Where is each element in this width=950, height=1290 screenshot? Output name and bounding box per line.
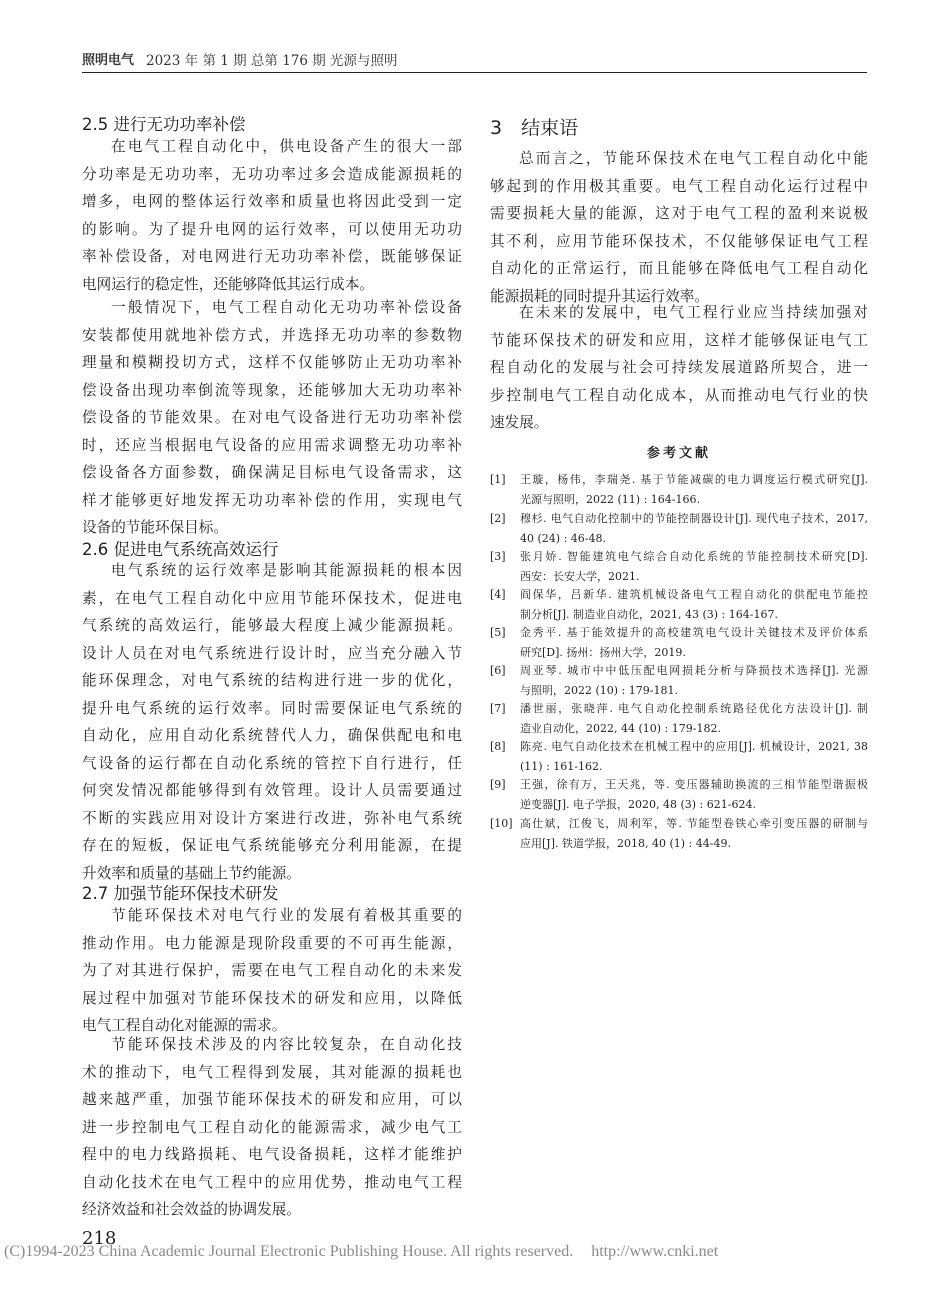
conclusion-paragraph-2 [490, 299, 868, 437]
text-line: 其不利，应用节能环保技术，不仅能够保证电气工程 [490, 232, 868, 250]
reference-number: [3] [490, 550, 506, 563]
section-2-6-paragraph-1 [82, 557, 462, 887]
reference-line: 研究[D]. 扬州：扬州大学，2019. [520, 645, 686, 659]
text-line: 能环保理念，对电气系统的结构进行进一步的优化， [82, 672, 462, 689]
reference-line: 阎保华，吕新华. 建筑机械设备电气工程自动化的供配电节能控 [520, 588, 868, 601]
text-line: 总而言之，节能环保技术在电气工程自动化中能 [519, 150, 868, 167]
text-line: 安装都使用就地补偿方式，并选择无功功率的参数物 [82, 326, 462, 344]
text-line: 的影响。为了提升电网的运行效率，可以使用无功功 [82, 220, 462, 238]
text-line: 提升电气系统的运行效率。同时需要保证电气系统的 [82, 699, 462, 717]
reference-number: [6] [490, 664, 506, 677]
text-line: 需要损耗大量的能源，这对于电气工程的盈利来说极 [490, 205, 868, 222]
section-2-7-heading: 2.7 加强节能环保技术研发 [82, 884, 279, 903]
text-line: 展过程中加强对节能环保技术的研发和应用，以降低 [82, 989, 462, 1007]
text-line: 术的推动下，电气工程得到发展，其对能源的损耗也 [82, 1063, 462, 1081]
text-line: 设备的节能环保目标。 [82, 519, 228, 536]
reference-text [520, 470, 868, 509]
reference-text [520, 699, 868, 738]
reference-text [520, 814, 868, 853]
reference-text [520, 661, 868, 700]
reference-number: [5] [490, 626, 506, 639]
section-2-7-paragraph-1 [82, 902, 462, 1040]
conclusion-paragraph-1 [490, 145, 868, 310]
reference-text [520, 509, 868, 548]
text-line: 偿设备各方面参数，确保满足目标电气设备需求，这 [82, 464, 462, 481]
text-line: 进一步控制电气工程自动化的能源需求，减少电气工 [82, 1118, 462, 1136]
section-2-5-paragraph-1 [82, 133, 462, 298]
text-line: 在电气工程自动化中，供电设备产生的很大一部 [111, 138, 462, 155]
text-line: 程自动化的发展与社会可持续发展道路所契合，进一 [490, 359, 868, 376]
section-2-7-paragraph-2 [82, 1031, 462, 1224]
text-line: 率补偿设备，对电网进行无功功率补偿，既能够保证 [82, 248, 462, 265]
reference-text [520, 547, 868, 586]
text-line: 推动作用。电力能源是现阶段重要的不可再生能源， [82, 934, 462, 952]
reference-number: [9] [490, 778, 506, 791]
text-line: 越来越严重，加强节能环保技术的研发和应用，可以 [82, 1091, 462, 1108]
reference-line: 潘世丽，张晓萍. 电气自动化控制系统路径优化方法设计[J]. 制 [520, 702, 868, 715]
reference-number: [8] [490, 740, 506, 753]
reference-line: 40 (24) : 46-48. [520, 531, 606, 545]
reference-line: 张月娇. 智能建筑电气综合自动化系统的节能控制技术研究[D]. [520, 550, 868, 563]
reference-line: 与照明，2022 (10) : 179-181. [520, 683, 678, 697]
reference-line: 王强，徐有万，王天兆，等. 变压器辅助换流的三相节能型谐振极 [520, 778, 868, 791]
text-line: 节能环保技术的研发和应用，这样才能够保证电气工 [490, 331, 868, 349]
text-line: 能源损耗的同时提升其运行效率。 [490, 287, 709, 305]
text-line: 理量和模糊投切方式，这样不仅能够防止无功功率补 [82, 354, 462, 371]
text-line: 程中的电力线路损耗、电气设备损耗，这样才能维护 [82, 1146, 462, 1163]
text-line: 分功率是无功功率，无功功率过多会造成能源损耗的 [82, 165, 462, 183]
text-line: 速发展。 [490, 414, 549, 431]
reference-text [520, 737, 868, 776]
text-line: 电气系统的运行效率是影响其能源损耗的根本因 [111, 562, 462, 579]
text-line: 自动化技术在电气工程中的应用优势，推动电气工程 [82, 1173, 462, 1191]
issue-info: 2023 年 第 1 期 总第 176 期 光源与照明 [146, 53, 398, 69]
reference-line: 王璇，杨伟，李瑞尧. 基于节能减碳的电力调度运行模式研究[J]. [520, 473, 868, 486]
reference-number: [7] [490, 702, 506, 715]
reference-line: 周亚琴. 城市中中低压配电网损耗分析与降损技术选择[J]. 光源 [520, 664, 868, 677]
references-title: 参考文献 [646, 446, 711, 461]
reference-line: 光源与照明，2022 (11) : 164-166. [520, 492, 700, 506]
reference-line: 西安：长安大学，2021. [520, 569, 640, 583]
journal-name: 照明电气 [82, 53, 135, 68]
reference-text [520, 585, 868, 624]
running-header [82, 46, 867, 70]
conclusion-heading: 3 结束语 [490, 117, 579, 139]
section-2-5-paragraph-2 [82, 294, 462, 542]
reference-line: 制分析[J]. 制造业自动化，2021, 43 (3) : 164-167. [520, 607, 778, 621]
header-rule [82, 72, 867, 73]
reference-number: [1] [490, 473, 506, 486]
text-line: 经济效益和社会效益的协调发展。 [82, 1201, 301, 1218]
text-line: 增多，电网的整体运行效率和质量也将因此受到一定 [82, 193, 462, 210]
text-line: 素，在电气工程自动化中应用节能环保技术，促进电 [82, 589, 462, 607]
text-line: 存在的短板，保证电气系统能够充分利用能源，在提 [82, 837, 462, 854]
text-line: 为了对其进行保护，需要在电气工程自动化的未来发 [82, 962, 462, 979]
text-line: 自动化的正常运行，而且能够在降低电气工程自动化 [490, 260, 868, 277]
reference-text [520, 775, 868, 814]
text-line: 节能环保技术对电气行业的发展有着极其重要的 [111, 907, 462, 924]
text-line: 偿设备的节能效果。在对电气设备进行无功功率补偿 [82, 409, 462, 426]
text-line: 设计人员在对电气系统进行设计时，应当充分融入节 [82, 644, 462, 662]
text-line: 升效率和质量的基础上节约能源。 [82, 864, 301, 882]
text-line: 气设备的运行都在自动化系统的管控下自行进行，任 [82, 754, 462, 772]
reference-line: 高仕斌，江俊飞，周利军，等. 节能型卷铁心牵引变压器的研制与 [520, 817, 868, 830]
reference-number: [2] [490, 512, 506, 525]
text-line: 步控制电气工程自动化成本，从而推动电气行业的快 [490, 386, 868, 404]
reference-line: 造业自动化，2022, 44 (10) : 179-182. [520, 721, 721, 735]
text-line: 节能环保技术涉及的内容比较复杂，在自动化技 [111, 1036, 462, 1053]
page-number: 218 [82, 1228, 117, 1249]
text-line: 电气工程自动化对能源的需求。 [82, 1017, 287, 1034]
reference-line: 穆杉. 电气自动化控制中的节能控制器设计[J]. 现代电子技术，2017, [520, 512, 868, 525]
text-line: 时，还应当根据电气设备的应用需求调整无功功率补 [82, 436, 462, 454]
text-line: 够起到的作用极其重要。电气工程自动化运行过程中 [490, 177, 868, 195]
text-line: 样才能够更好地发挥无功功率补偿的作用，实现电气 [82, 491, 462, 509]
reference-number: [4] [490, 588, 506, 601]
reference-number: [10] [490, 817, 513, 830]
text-line: 偿设备出现功率倒流等现象，还能够加大无功功率补 [82, 381, 462, 399]
watermark-url[interactable]: http://www.cnki.net [591, 1243, 719, 1260]
section-2-6-heading: 2.6 促进电气系统高效运行 [82, 540, 279, 559]
section-2-5-heading: 2.5 进行无功功率补偿 [82, 115, 246, 134]
text-line: 不断的实践应用对设计方案进行改进，弥补电气系统 [82, 809, 462, 827]
reference-text [520, 623, 868, 662]
cnki-watermark [4, 1243, 944, 1261]
reference-line: 陈亮. 电气自动化技术在机械工程中的应用[J]. 机械设计，2021, 38 [520, 740, 868, 753]
text-line: 电网运行的稳定性，还能够降低其运行成本。 [82, 275, 374, 293]
text-line: 自动化，应用自动化系统替代人力，确保供配电和电 [82, 727, 462, 744]
reference-line: 应用[J]. 铁道学报，2018, 40 (1) : 44-49. [520, 836, 731, 850]
reference-line: 金秀平. 基于能效提升的高校建筑电气设计关键技术及评价体系 [520, 626, 868, 639]
text-line: 何突发情况都能够得到有效管理。设计人员需要通过 [82, 782, 462, 799]
reference-line: (11) : 161-162. [520, 759, 603, 773]
reference-line: 逆变器[J]. 电子学报，2020, 48 (3) : 621-624. [520, 797, 756, 811]
text-line: 气系统的高效运行，能够最大程度上减少能源损耗。 [82, 617, 462, 634]
text-line: 在未来的发展中，电气工程行业应当持续加强对 [519, 304, 868, 321]
text-line: 一般情况下，电气工程自动化无功功率补偿设备 [111, 299, 462, 316]
watermark-copyright: (C)1994-2023 China Academic Journal Electronic Publishing House. All rights reserved. [4, 1243, 574, 1260]
